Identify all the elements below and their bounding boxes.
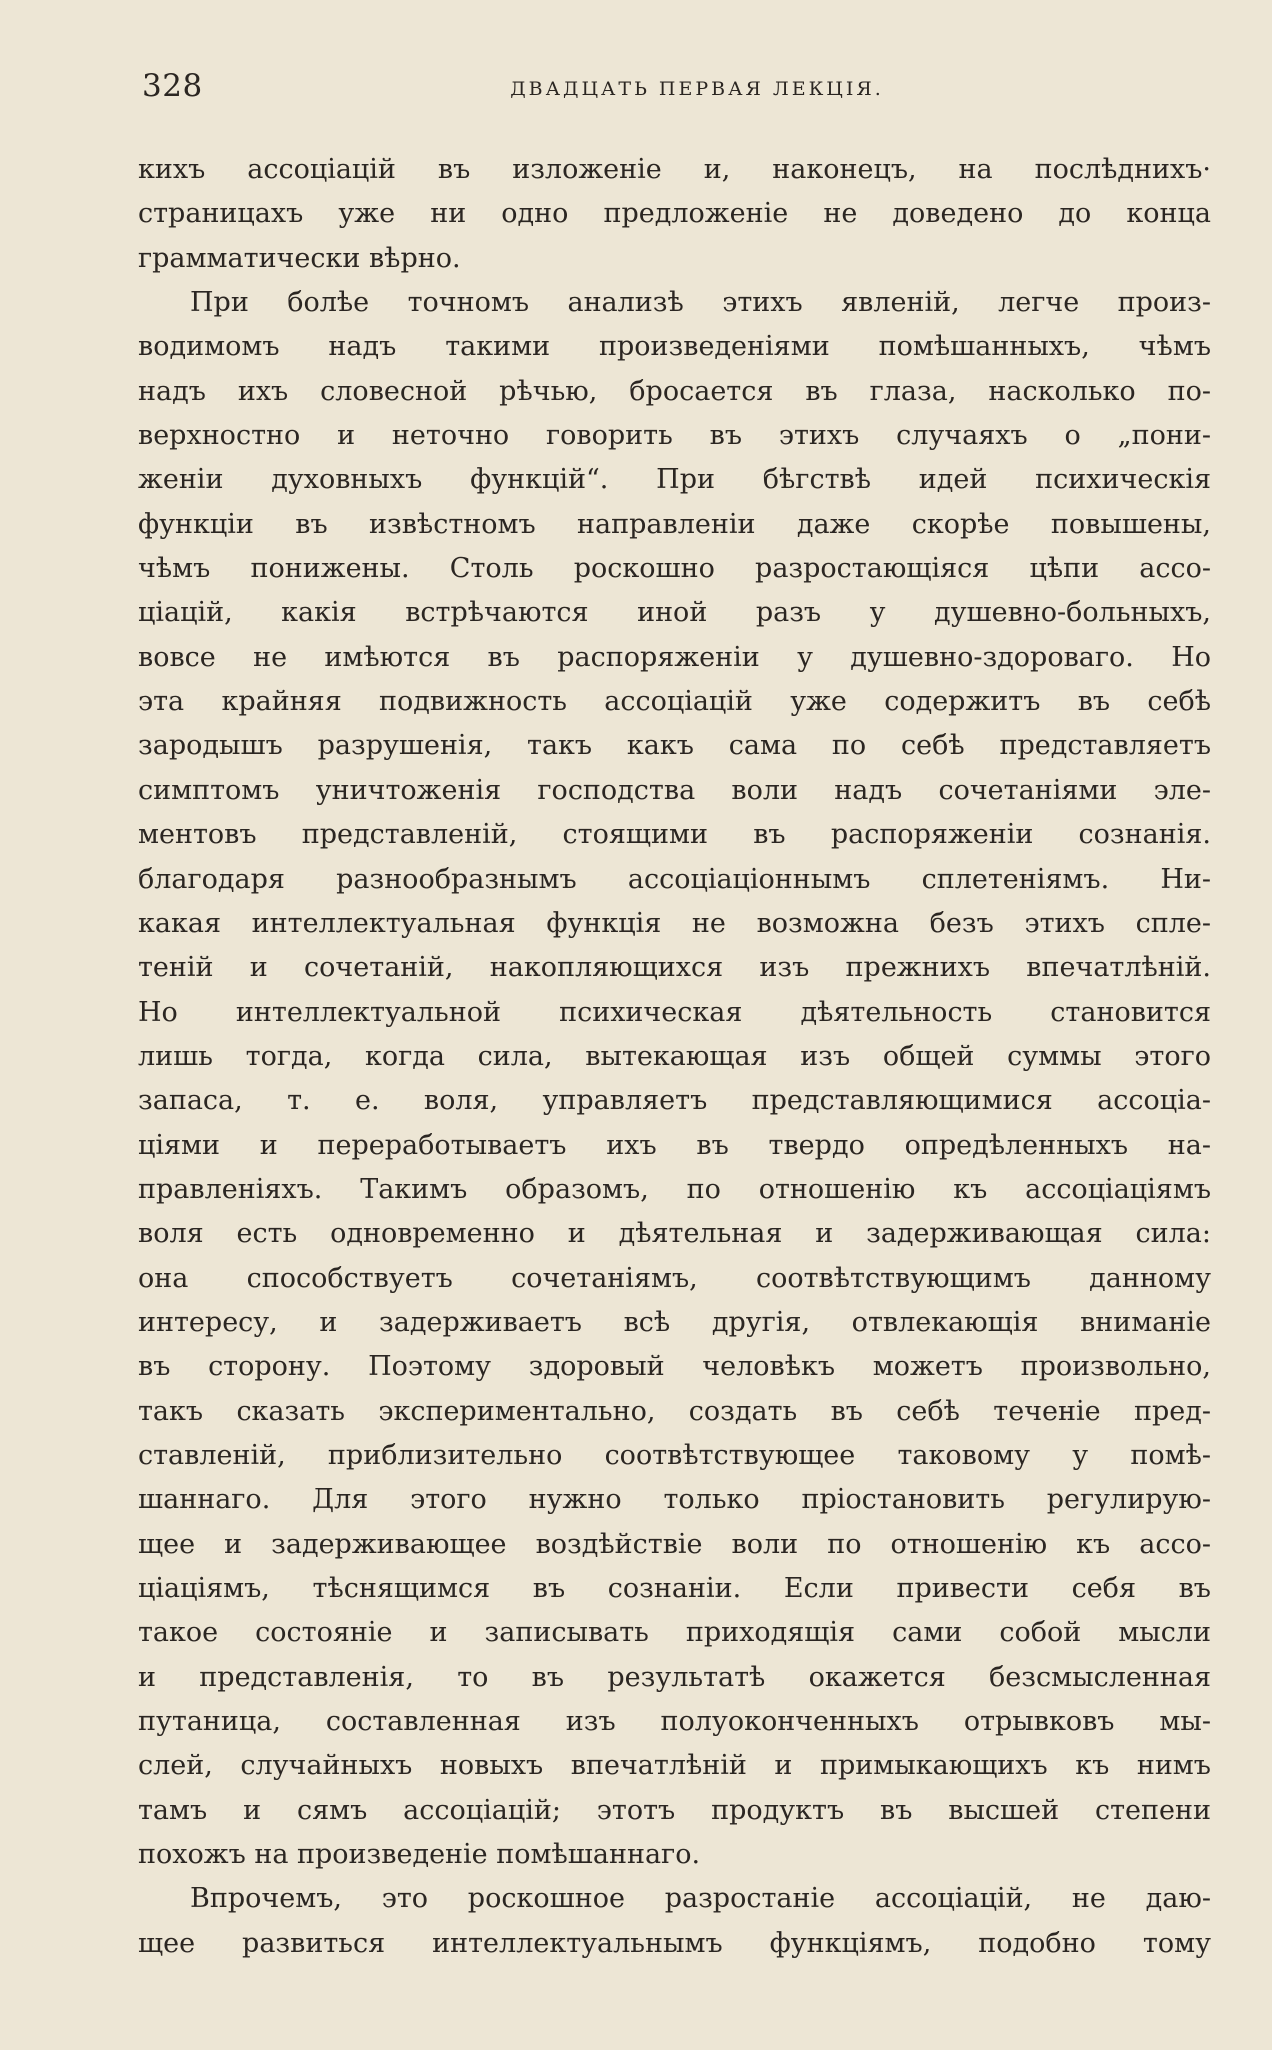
page-number: 328 <box>142 68 203 104</box>
text-line: слей, случайныхъ новыхъ впечатлѣній и примыкающихъ къ нимъ <box>138 1750 1211 1782</box>
text-line: зародышъ разрушенія, такъ какъ сама по себѣ представляетъ <box>138 730 1211 762</box>
text-line: путаница, составленная изъ полуоконченныхъ отрывковъ мы- <box>138 1706 1211 1738</box>
text-line: эта крайняя подвижность ассоціацій уже содержитъ въ себѣ <box>138 686 1211 718</box>
text-line: запаса, т. е. воля, управляетъ представляющимися ассоціа- <box>138 1085 1211 1117</box>
text-line: При болѣе точномъ анализѣ этихъ явленій, легче произ- <box>190 287 1211 319</box>
text-line: и представленія, то въ результатѣ окажется безсмысленная <box>138 1661 1211 1693</box>
text-line: теній и сочетаній, накопляющихся изъ прежнихъ впечатлѣній. <box>138 952 1211 984</box>
text-line: правленіяхъ. Такимъ образомъ, по отношенію къ ассоціаціямъ <box>138 1173 1211 1205</box>
text-line: такъ сказать экспериментально, создать въ себѣ теченіе пред- <box>138 1395 1211 1427</box>
text-line: такое состояніе и записывать приходящія сами собой мысли <box>138 1617 1211 1649</box>
text-line: интересу, и задерживаетъ всѣ другія, отвлекающія вниманіе <box>138 1306 1211 1338</box>
text-line: водимомъ надъ такими произведеніями помѣшанныхъ, чѣмъ <box>138 331 1211 363</box>
text-line: щее и задерживающее воздѣйствіе воли по отношенію къ ассо- <box>138 1528 1211 1560</box>
text-line: вовсе не имѣются въ распоряженіи у душевно-здороваго. Но <box>138 641 1211 673</box>
text-line: грамматически вѣрно. <box>138 242 461 274</box>
text-line: верхностно и неточно говорить въ этихъ случаяхъ о „пони- <box>138 420 1211 452</box>
running-title: ДВАДЦАТЬ ПЕРВАЯ ЛЕКЦІЯ. <box>510 78 884 100</box>
text-line: воля есть одновременно и дѣятельная и задерживающая сила: <box>138 1218 1211 1250</box>
text-line: женіи духовныхъ функцій“. При бѣгствѣ идей психическія <box>138 464 1211 496</box>
text-line: шаннаго. Для этого нужно только пріостановить регулирую- <box>138 1484 1211 1516</box>
text-line: страницахъ уже ни одно предложеніе не доведено до конца <box>138 198 1211 230</box>
text-line: ціями и переработываетъ ихъ въ твердо опредѣленныхъ на- <box>138 1129 1211 1161</box>
text-line: лишь тогда, когда сила, вытекающая изъ общей суммы этого <box>138 1040 1211 1072</box>
text-line: тамъ и сямъ ассоціацій; этотъ продуктъ въ высшей степени <box>138 1794 1211 1826</box>
text-line: щее развиться интеллектуальнымъ функціямъ, подобно тому <box>138 1927 1211 1959</box>
text-line: она способствуетъ сочетаніямъ, соотвѣтствующимъ данному <box>138 1262 1211 1294</box>
text-line: функціи въ извѣстномъ направленіи даже скорѣе повышены, <box>138 508 1211 540</box>
text-line: какая интеллектуальная функція не возможна безъ этихъ спле- <box>138 907 1211 939</box>
text-line: ставленій, приблизительно соотвѣтствующее таковому у помѣ- <box>138 1439 1211 1471</box>
page-header <box>142 68 1212 108</box>
text-line: ментовъ представленій, стоящими въ распоряженіи сознанія. <box>138 819 1211 851</box>
text-line: ціаціямъ, тѣснящимся въ сознаніи. Если привести себя въ <box>138 1573 1211 1604</box>
text-line: чѣмъ понижены. Столь роскошно разростающіяся цѣпи ассо- <box>138 553 1211 585</box>
text-line: надъ ихъ словесной рѣчью, бросается въ глаза, насколько по- <box>138 375 1211 407</box>
body-text <box>138 148 1211 1966</box>
text-line: кихъ ассоціацій въ изложеніе и, наконецъ, на послѣднихъ· <box>138 154 1211 185</box>
text-line: Впрочемъ, это роскошное разростаніе ассоціацій, не даю- <box>190 1883 1211 1915</box>
text-line: Но интеллектуальной психическая дѣятельность становится <box>138 996 1211 1028</box>
text-line: симптомъ уничтоженія господства воли надъ сочетаніями эле- <box>138 774 1211 806</box>
text-line: похожъ на произведеніе помѣшаннаго. <box>138 1839 701 1871</box>
text-line: въ сторону. Поэтому здоровый человѣкъ можетъ произвольно, <box>138 1351 1211 1383</box>
text-line: ціацій, какія встрѣчаются иной разъ у душевно-больныхъ, <box>138 597 1211 629</box>
text-line: благодаря разнообразнымъ ассоціаціоннымъ сплетеніямъ. Ни- <box>138 863 1211 895</box>
